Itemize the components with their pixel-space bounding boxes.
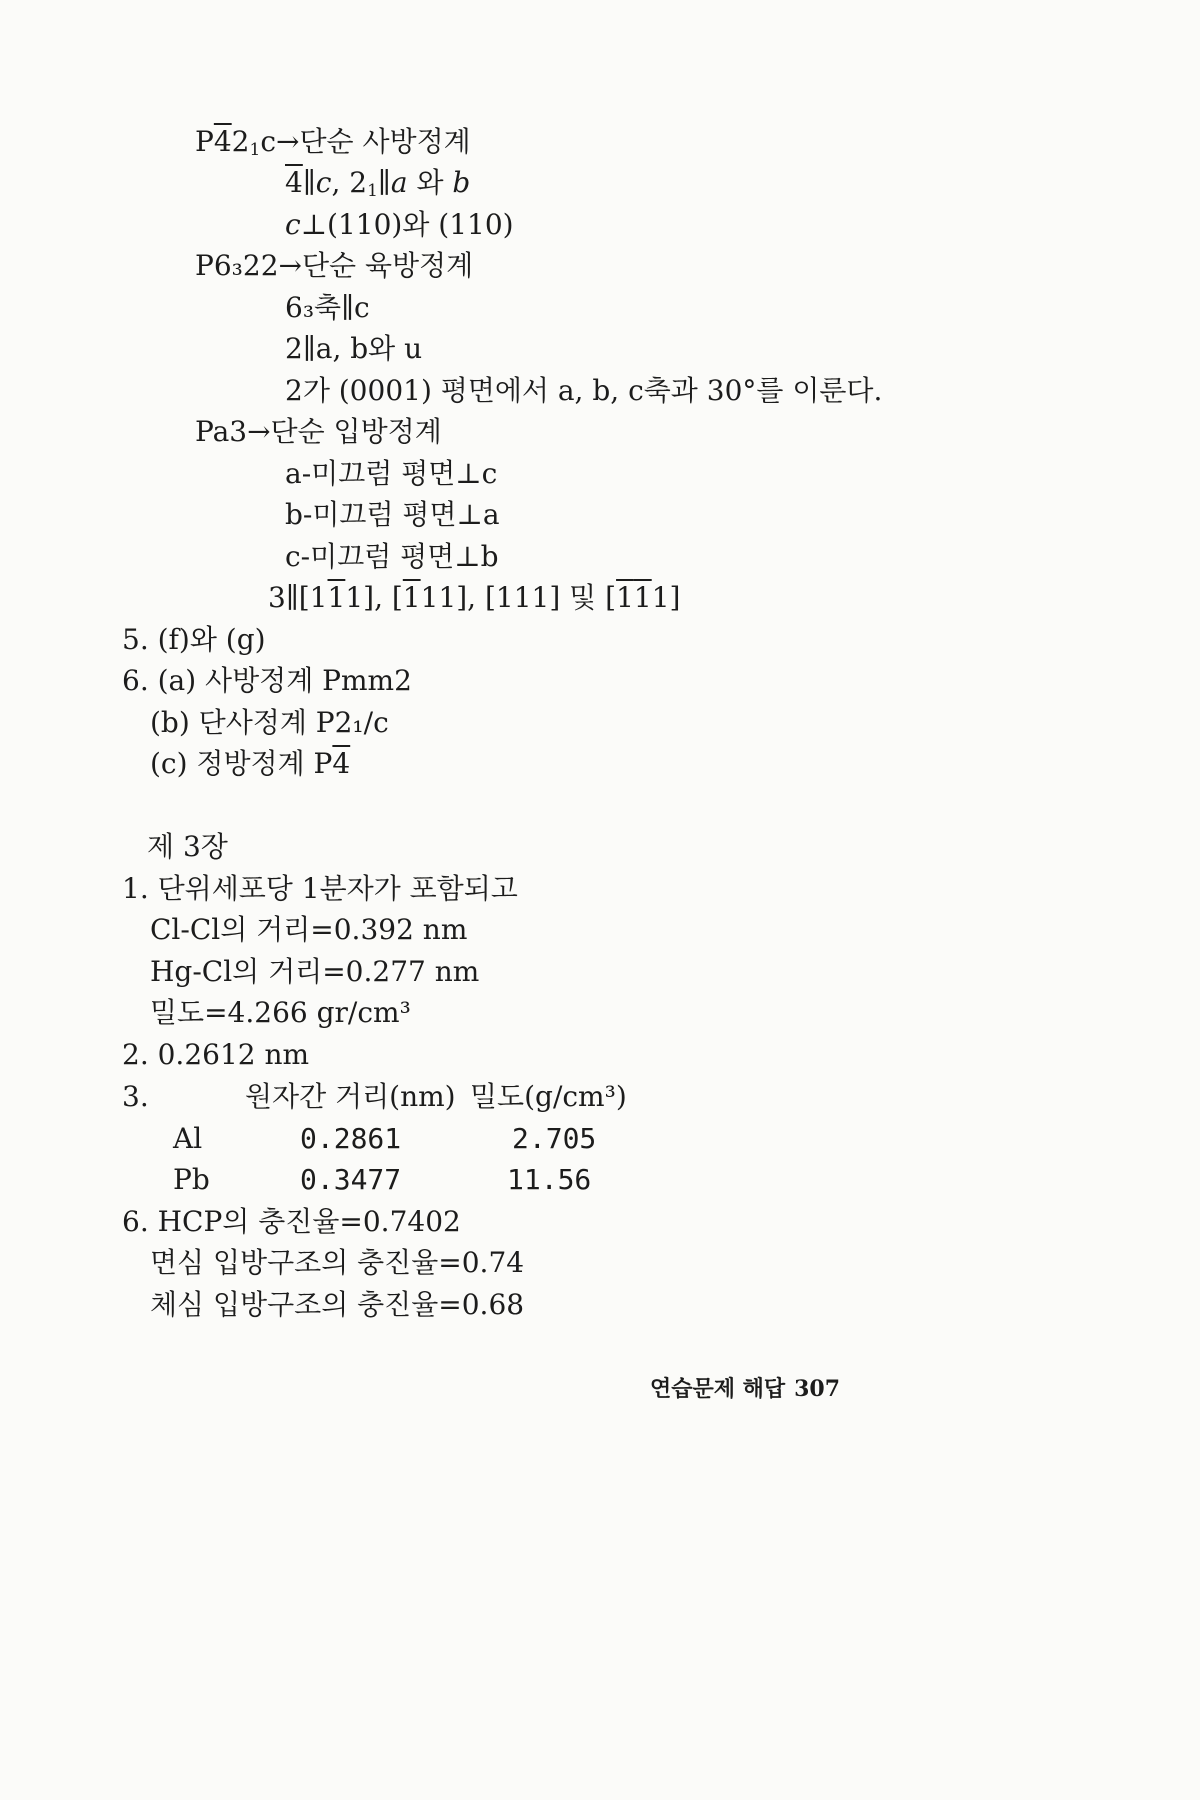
p6322-line2: 2∥a, b와 u: [285, 332, 423, 365]
p421c-line1: 4∥c, $2_1\parallel a$ 와 b: [285, 166, 471, 201]
table-row-density: 11.56: [507, 1163, 592, 1196]
ch3-q1-line3: Hg-Cl의 거리=0.277 nm: [150, 955, 480, 988]
ch3-q1-line4: 밀도=4.266 gr/cm³: [150, 996, 411, 1029]
pa3-heading: Pa3→단순 입방정계: [195, 415, 442, 448]
footer: [650, 1370, 840, 1407]
table-row-distance: 0.2861: [300, 1122, 402, 1155]
pa3-line3: c-미끄럼 평면⊥b: [285, 540, 499, 573]
q6-line-c: (c) 정방정계 P4: [150, 747, 351, 780]
p421c-heading: $P42_1c\to$단순 사방정계: [195, 125, 471, 160]
page-number: 307: [794, 1376, 841, 1402]
p421c-line2: c⊥(110)와 (110): [285, 208, 514, 241]
p6322-line1: 6₃축∥c: [285, 291, 370, 324]
table-row-density: 2.705: [512, 1122, 597, 1155]
ch3-q6-line2: 면심 입방구조의 충진율=0.74: [150, 1246, 525, 1279]
pa3-line4: 3∥[111], [111], [111] 및 [111]: [268, 581, 681, 614]
q6-line-a: 6. (a) 사방정계 Pmm2: [122, 664, 412, 697]
p6322-heading: P6₃22→단순 육방정계: [195, 249, 474, 282]
ch3-q3-number: 3.: [122, 1080, 149, 1113]
p6322-line3: 2가 (0001) 평면에서 a, b, c축과 30°를 이룬다.: [285, 374, 883, 407]
ch3-q2-answer: 2. 0.2612 nm: [122, 1038, 310, 1071]
chapter3-heading: 제 3장: [147, 830, 228, 863]
pa3-line1: a-미끄럼 평면⊥c: [285, 457, 498, 490]
table-row-element: Pb: [173, 1163, 210, 1196]
col-header-distance: 원자간 거리(nm): [245, 1080, 456, 1113]
col-header-density: 밀도(g/cm³): [470, 1080, 627, 1113]
pa3-line2: b-미끄럼 평면⊥a: [285, 498, 500, 531]
q5-answer: 5. (f)와 (g): [122, 623, 266, 656]
table-row-element: Al: [173, 1122, 203, 1155]
footer-label: 연습문제 해답: [650, 1377, 786, 1402]
ch3-q6-line3: 체심 입방구조의 충진율=0.68: [150, 1288, 525, 1321]
table-row-distance: 0.3477: [300, 1163, 402, 1196]
q6-line-b: (b) 단사정계 P2₁/c: [150, 706, 389, 739]
ch3-q1-line2: Cl-Cl의 거리=0.392 nm: [150, 913, 468, 946]
ch3-q1-line1: 1. 단위세포당 1분자가 포함되고: [122, 872, 518, 905]
ch3-q6-line1: 6. HCP의 충진율=0.7402: [122, 1205, 461, 1238]
